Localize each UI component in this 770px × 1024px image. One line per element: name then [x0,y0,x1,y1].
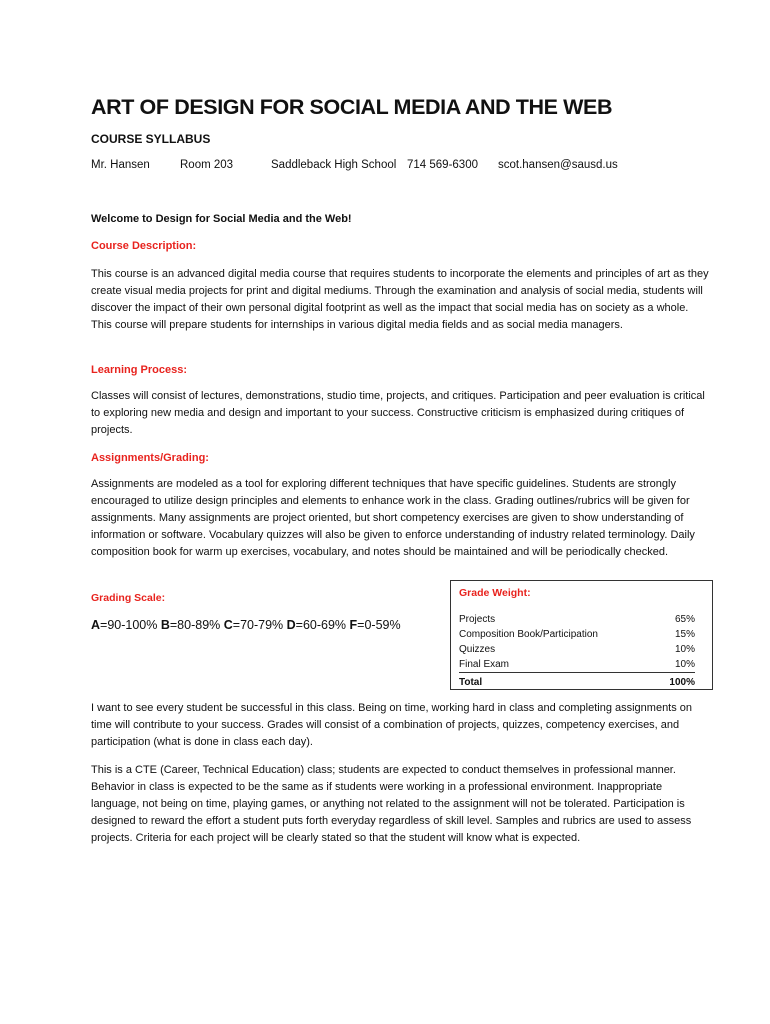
email-address: scot.hansen@sausd.us [498,159,618,171]
closing-paragraph-2: This is a CTE (Career, Technical Education) class; students are expected to conduct themselves in professional manner. Behavior in class is expected to be the same as if students were working in a professional environment. Inappropriate language, not being on time, playing games, or anything not related to the assignment will not be tolerated. Participation is designed to reward the effort a student puts forth everyday regardless of skill level. Samples and rubrics are used to assess projects. Criteria for each project will be clearly stated so that the student will know what is expected. [91,764,692,844]
grade-letter: C [223,618,233,632]
total-row [459,673,695,691]
grading-scale [91,618,401,632]
grade-letter: D [286,618,296,632]
teacher-name: Mr. Hansen [91,159,150,171]
phone-number: 714 569-6300 [407,159,478,171]
learning-process-heading: Learning Process: [91,364,187,376]
learning-process-text: Classes will consist of lectures, demonstrations, studio time, projects, and critiques. Participation and peer evaluation is critical to exploring new media and design and important to your success. Constructive criticism is emphasized during critiques of projects. [91,390,705,436]
weight-label: Quizzes [459,644,496,655]
grade-range: =80-89% [169,618,224,632]
room-number: Room 203 [180,159,234,171]
page-title: ART OF DESIGN FOR SOCIAL MEDIA AND THE WEB [91,95,613,119]
grade-range: =70-79% [232,618,287,632]
total-label: Total [459,673,658,691]
page-subtitle: COURSE SYLLABUS [91,132,211,146]
grade-weight-title: Grade Weight: [459,587,531,599]
grade-range: =0-59% [357,618,401,632]
course-description-heading: Course Description: [91,240,197,252]
weight-value: 10% [674,644,695,655]
table-row [459,612,695,627]
table-row [459,642,695,657]
grade-weight-box [450,580,713,690]
grade-letter: A [91,618,101,632]
weight-label: Composition Book/Participation [459,629,598,640]
grade-range: =90-100% [100,618,161,632]
table-row [459,627,695,642]
assignments-text: Assignments are modeled as a tool for exploring different techniques that have specific guidelines. Students are strongly encouraged to utilize design principles and elements to enhance work in the class. Grading outlines/rubrics will be given for assignments. Many assignments are project oriented, but short competency exercises are given to show understanding of information or software. Vocabulary quizzes will also be given to enforce understanding of industry related terminology. Daily composition book for warm up exercises, vocabulary, and notes should be maintained and will be periodically checked. [91,478,695,558]
grade-letter: B [160,618,170,632]
closing-paragraph-1: I want to see every student be successful in this class. Being on time, working hard in class and completing assignments on time will contribute to your success. Grades will consist of a combination of projects, quizzes, competency exercises, and participation (what is done in class each day). [91,702,693,748]
grade-weight-table [459,612,695,690]
weight-value: 65% [674,614,695,625]
weight-value: 10% [674,659,695,670]
grade-range: =60-69% [295,618,350,632]
table-row [459,657,695,673]
school-name: Saddleback High School [271,159,397,171]
assignments-heading: Assignments/Grading: [91,452,209,464]
weight-label: Final Exam [459,659,510,670]
grade-letter: F [349,618,358,632]
weight-label: Projects [459,614,496,625]
welcome-heading: Welcome to Design for Social Media and the Web! [91,213,352,225]
total-value: 100% [658,673,695,691]
grading-scale-heading: Grading Scale: [91,592,166,604]
weight-value: 15% [674,629,695,640]
course-description-text: This course is an advanced digital media course that requires students to incorporate the elements and principles of art as they create visual media projects for print and digital mediums. Through the examination and analysis of social media, students will discover the impact of their own personal digital footprint as well as the impact that social media has on society as a whole. This course will prepare students for internships in various digital media fields and as social media managers. [91,268,709,331]
